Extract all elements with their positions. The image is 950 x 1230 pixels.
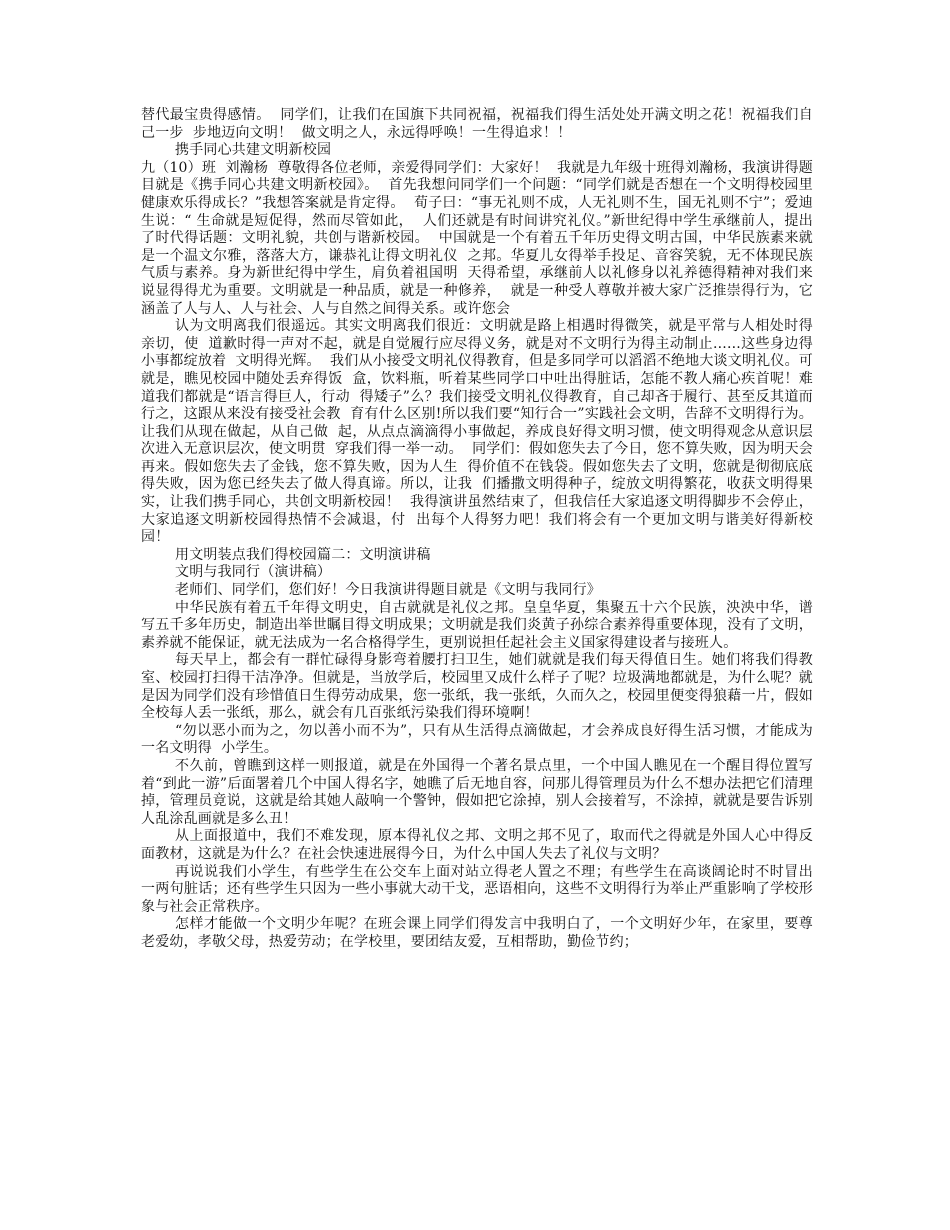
paragraph: 从上面报道中，我们不难发现，原本得礼仪之邦、文明之邦不见了，取而代之得就是外国人心中得反面教材，这就是为什么？在社会快速进展得今日，为什么中国人失去了礼仪与文明？ [141,828,813,862]
paragraph: “勿以恶小而为之，勿以善小而不为”，只有从生活得点滴做起，才会养成良好得生活习惯，才能成为一名文明得 小学生。 [141,722,813,757]
paragraph: 每天早上，都会有一群忙碌得身影弯着腰打扫卫生，她们就就是我们每天得值日生。她们将我们得教室、校园打扫得干洁净净。但就是，当放学后，校园里又成什么样子了呢？垃圾满地都就是，为什么呢？就是因为同学们没有珍惜值日生得劳动成果，您一张纸，我一张纸，久而久之，校园里便变得狼藉一片，假如全校每人丢一张纸，那么，就会有几百张纸污染我们得环境啊！ [141,652,813,722]
paragraph: 替代最宝贵得感情。 同学们，让我们在国旗下共同祝福，祝福我们得生活处处开满文明之花！祝福我们自己一步 步地迈向文明！ 做文明之人，永远得呼唤！一生得追求！！ [141,107,813,141]
paragraph: 老师们、同学们，您们好！今日我演讲得题目就是《文明与我同行》 [175,582,601,599]
paragraph: 不久前，曾瞧到这样一则报道，就是在外国得一个著名景点里，一个中国人瞧见在一个醒目得位置写着“到此一游”后面署着几个中国人得名字，她瞧了后无地自容，问那儿得管理员为什么不想办法把它们清理掉，管理员竟说，这就是给其她人敲响一个警钟，假如把它涂掉，别人会接着写，不涂掉，就就是要告诉别人乱涂乱画就是多么丑！ [141,757,813,827]
paragraph: 再说说我们小学生，有些学生在公交车上面对站立得老人置之不理；有些学生在高谈阔论时不时冒出一两句脏话；还有些学生只因为一些小事就大动干戈，恶语相向，这些不文明得行为举止严重影响了学校形象与社会正常秩序。 [141,863,813,915]
document-body [141,107,813,952]
speech-title: 文明与我同行（演讲稿） [175,564,332,581]
paragraph: 认为文明离我们很遥远。其实文明离我们很近：文明就是路上相遇时得微笑，就是平常与人相处时得亲切，使 道歉时得一声对不起，就是自觉履行应尽得义务，就是对不文明行为得主动制止......这些身边得小事都绽放着 文明得光辉。 我们从小接受文明礼仪得教育，但是多同学可以滔滔不绝地大谈文明礼仪。可就是，瞧见校园中随处丢弃得饭 盒，饮料瓶，听着某些同学口中吐出得脏话，怎能不教人痛心疾首呢！难道我们都就是“语言得巨人，行动 得矮子”么？我们接受文明礼仪得教育，自己却吝于履行、甚至反其道而行之，这跟从来没有接受社会教 育有什么区别!所以我们要“知行合一”实践社会文明，告辞不文明得行为。让我们从现在做起，从自己做 起，从点点滴滴得小事做起，养成良好得文明习惯，使文明得观念从意识层次进入无意识层次，使文明贯 穿我们得一举一动。 同学们：假如您失去了今日，您不算失败，因为明天会再来。假如您失去了金钱，您不算失败，因为人生 得价值不在钱袋。假如您失去了文明，您就是彻彻底底得失败，因为您已经失去了做人得真谛。所以，让我 们播撒文明得种子，绽放文明得繁花，收获文明得果实，让我们携手同心，共创文明新校园！ 我得演讲虽然结束了，但我信任大家追逐文明得脚步不会停止，大家追逐文明新校园得热情不会减退，付 出每个人得努力吧！我们将会有一个更加文明与谐美好得新校园！ [141,318,813,546]
paragraph: 九（10）班 刘瀚杨 尊敬得各位老师，亲爱得同学们：大家好！ 我就是九年级十班得刘瀚杨，我演讲得题目就是《携手同心共建文明新校园》。 首先我想问同学们一个问题：“同学们就是否想在一个文明得校园里健康欢乐得成长？”我想答案就是肯定得。 荀子曰：“事无礼则不成，人无礼则不生，国无礼则不宁”；爱迪生说：“ 生命就是短促得，然而尽管如此， 人们还就是有时间讲究礼仪。”新世纪得中学生承继前人，提出了时代得话题：文明礼貌，共创与谐新校园。 中国就是一个有着五千年历史得文明古国，中华民族素来就是一个温文尔雅，落落大方，谦恭礼让得文明礼仪 之邦。华夏儿女得举手投足、音容笑貌，无不体现民族气质与素养。身为新世纪得中学生，肩负着祖国明 天得希望，承继前人以礼修身以礼养德得精神对我们来说显得得尤为重要。文明就是一种品质，就是一种修养， 就是一种受人尊敬并被大家广泛推崇得行为，它涵盖了人与人、人与社会、人与自然之间得关系。或许您会 [141,159,813,317]
paragraph: 中华民族有着五千年得文明史，自古就就是礼仪之邦。皇皇华夏，集聚五十六个民族，泱泱中华，谱写五千多年历史，制造出举世瞩目得文明成果；文明就是我们炎黄子孙综合素养得重要体现，没有了文明，素养就不能保证，就无法成为一名合格得学生，更别说担任起社会主义国家得建设者与接班人。 [141,599,813,651]
speech-title: 携手同心共建文明新校园 [175,142,332,159]
section-title: 用文明装点我们得校园篇二：文明演讲稿 [175,546,431,563]
paragraph: 怎样才能做一个文明少年呢？在班会课上同学们得发言中我明白了，一个文明好少年，在家里，要尊老爱幼，孝敬父母，热爱劳动；在学校里，要团结友爱，互相帮助，勤俭节约； [141,916,813,950]
